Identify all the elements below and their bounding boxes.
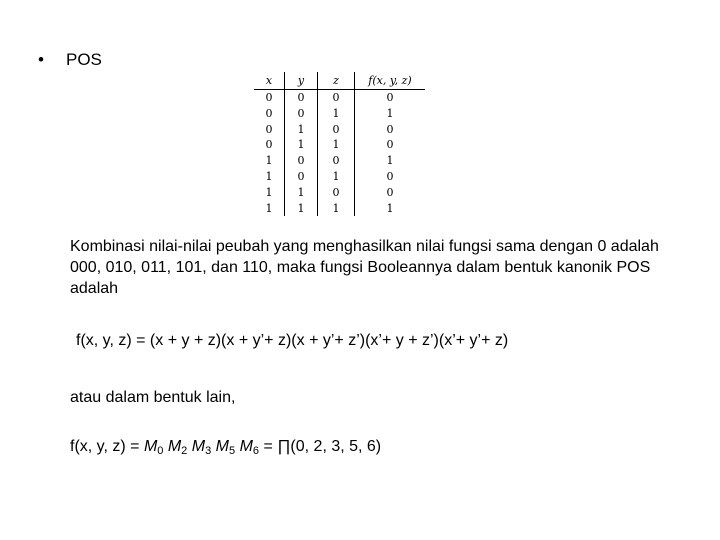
pos-formula: f(x, y, z) = (x + y + z)(x + y’+ z)(x + y’+ z’)(x’+ y + z’)(x’+ y’+ z) xyxy=(76,332,509,349)
cell: 1 xyxy=(265,169,273,183)
cell: 0 xyxy=(285,169,318,185)
header-y: y xyxy=(285,72,318,90)
maxterm-index: 2 xyxy=(181,445,188,457)
cell: 1 xyxy=(355,201,426,217)
cell: 0 xyxy=(265,106,273,120)
truth-table xyxy=(254,72,425,216)
cell: 0 xyxy=(355,169,426,185)
cell: 0 xyxy=(285,153,318,169)
cell: 0 xyxy=(285,106,318,122)
maxterm-index: 3 xyxy=(205,445,212,457)
cell: 0 xyxy=(265,138,273,152)
cell: 0 xyxy=(355,122,426,138)
cell: 1 xyxy=(265,185,273,199)
cell: 1 xyxy=(318,201,355,217)
cell: 1 xyxy=(318,137,355,153)
cell: 0 xyxy=(285,90,318,106)
cell: 1 xyxy=(265,201,273,215)
maxterm-letter: M xyxy=(191,438,206,455)
cell: 1 xyxy=(355,106,426,122)
maxterm-letter: M xyxy=(143,438,158,455)
maxterm-rhs: = ∏(0, 2, 3, 5, 6) xyxy=(259,438,382,455)
cell: 1 xyxy=(318,106,355,122)
cell: 1 xyxy=(285,185,318,201)
cell: 1 xyxy=(285,137,318,153)
table-row xyxy=(254,90,425,106)
bullet: • xyxy=(38,50,44,69)
cell: 0 xyxy=(265,91,273,104)
table-row xyxy=(254,169,425,185)
cell: 1 xyxy=(285,122,318,138)
cell: 0 xyxy=(355,137,426,153)
maxterm-index: 6 xyxy=(252,445,260,457)
cell: 1 xyxy=(285,201,318,217)
cell: 0 xyxy=(265,122,273,136)
cell: 1 xyxy=(265,154,273,168)
table-row xyxy=(254,106,425,122)
cell: 1 xyxy=(355,153,426,169)
truth-table-header xyxy=(254,72,425,90)
explanation-paragraph: Kombinasi nilai-nilai peubah yang menghasilkan nilai fungsi sama dengan 0 adalah 000, 010, 011, 101, dan 110, maka fungsi Booleannya dalam bentuk kanonik POS adalah xyxy=(70,238,659,297)
heading-title: POS xyxy=(66,50,102,69)
maxterm-formula xyxy=(70,438,381,457)
cell: 0 xyxy=(318,185,355,201)
heading xyxy=(38,50,102,70)
cell: 0 xyxy=(355,185,426,201)
cell: 0 xyxy=(318,153,355,169)
table-row xyxy=(254,137,425,153)
cell: 1 xyxy=(318,169,355,185)
cell: 0 xyxy=(355,90,426,106)
maxterm-index: 0 xyxy=(157,445,164,457)
cell: 0 xyxy=(318,122,355,138)
table-row xyxy=(254,185,425,201)
header-f: f(x, y, z) xyxy=(355,72,426,90)
table-row xyxy=(254,153,425,169)
maxterm-letter: M xyxy=(167,438,182,455)
maxterm-letter: M xyxy=(239,438,253,455)
alternate-form-text: atau dalam bentuk lain, xyxy=(70,389,236,406)
maxterm-lhs: f(x, y, z) = xyxy=(70,438,144,455)
table-row xyxy=(254,122,425,138)
maxterm-index: 5 xyxy=(228,445,236,457)
header-x: x xyxy=(254,72,285,90)
table-row xyxy=(254,201,425,217)
maxterm-letter: M xyxy=(215,438,229,455)
cell: 0 xyxy=(318,90,355,106)
header-z: z xyxy=(318,72,355,90)
